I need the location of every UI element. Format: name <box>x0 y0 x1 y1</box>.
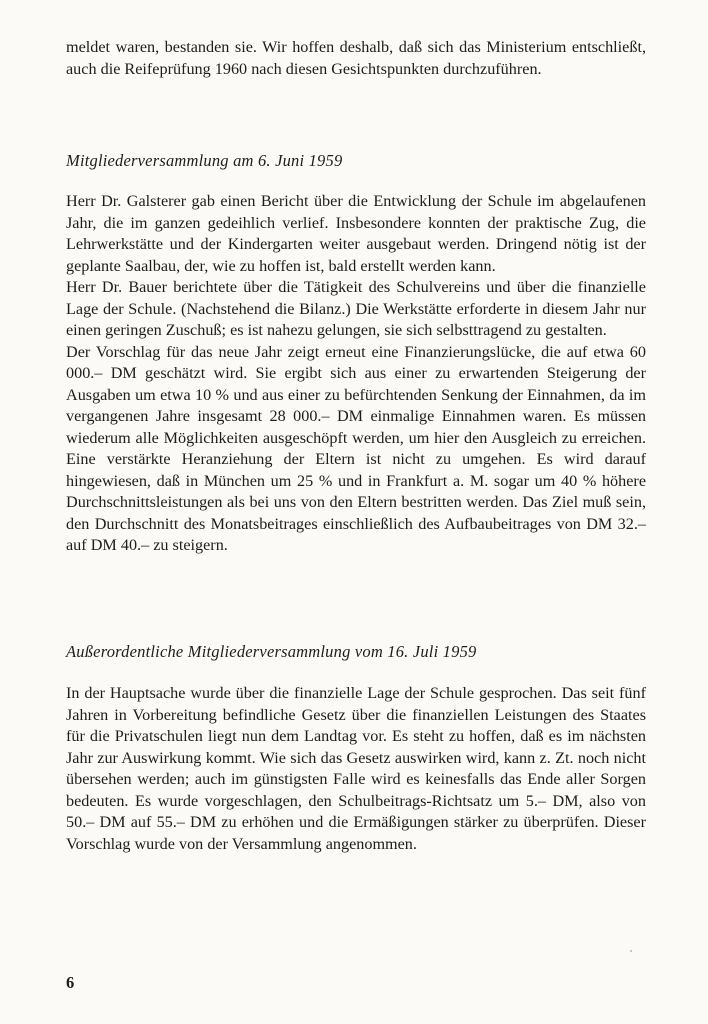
scan-speck <box>630 950 632 952</box>
section-1-paragraph: Der Vorschlag für das neue Jahr zeigt erneut eine Finanzierungslücke, die auf etwa 60 000.– DM geschätzt wird. Sie ergibt sich aus einer zu erwartenden Steigerung der Ausgaben um etwa 10 % und aus einer zu befürchtenden Senkung der Einnahmen, da im vergangenen Jahre insgesamt 28 000.– DM einmalige Einnahmen waren. Es müssen wiederum alle Möglichkeiten ausgeschöpft werden, um hier den Ausgleich zu erreichen. Eine verstärkte Heranziehung der Eltern ist nicht zu umgehen. Es wird darauf hingewiesen, daß in München um 25 % und in Frankfurt a. M. sogar um 40 % höhere Durchschnittsleistungen als bei uns von den Eltern bestritten werden. Das Ziel muß sein, den Durchschnitt des Monatsbeitrages einschließlich des Aufbaubeitrages von DM 32.– auf DM 40.– zu steigern. <box>66 342 646 554</box>
intro-paragraph-block <box>66 37 646 80</box>
page-number: 6 <box>66 973 75 992</box>
section-heading-extraordinary-meeting: Außerordentliche Mitgliederversammlung vom 16. Juli 1959 <box>66 642 477 661</box>
section-1-body <box>66 171 646 557</box>
section-heading-general-meeting: Mitgliederversammlung am 6. Juni 1959 <box>66 151 343 170</box>
section-2-paragraph: In der Hauptsache wurde über die finanzielle Lage der Schule gesprochen. Das seit fünf Jahren in Vorbereitung befindliche Gesetz über die finanziellen Leistungen des Staates für die Privatschulen liegt nun dem Landtag vor. Es steht zu hoffen, daß es im nächsten Jahr zur Auswirkung kommt. Wie sich das Gesetz auswirken wird, kann z. Zt. noch nicht übersehen werden; auch im günstigsten Falle wird es keinesfalls das Ende aller Sorgen bedeuten. Es wurde vorgeschlagen, den Schulbeitrags-Richtsatz um 5.– DM, also von 50.– DM auf 55.– DM zu erhöhen und die Ermäßigungen stärker zu überprüfen. Dieser Vorschlag wurde von der Versammlung angenommen. <box>66 684 646 853</box>
section-2-body <box>66 683 646 855</box>
section-1-paragraph: Herr Dr. Galsterer gab einen Bericht über die Entwicklung der Schule im abgelaufenen Jahr, die im ganzen gedeihlich verlief. Insbesondere konnten der praktische Zug, die Lehrwerkstätte und der Kindergarten weiter ausgebaut werden. Dringend nötig ist der geplante Saalbau, der, wie zu hoffen ist, bald erstellt werden kann. <box>66 192 646 275</box>
section-1-paragraph: Herr Dr. Bauer berichtete über die Tätigkeit des Schulvereins und über die finanzielle Lage der Schule. (Nachstehend die Bilanz.) Die Werkstätte erforderte in diesem Jahr nur einen geringen Zuschuß; es ist nahezu gelungen, sie sich selbsttragend zu gestalten. <box>66 278 646 339</box>
intro-paragraph: meldet waren, bestanden sie. Wir hoffen deshalb, daß sich das Ministerium entschließt, auch die Reifeprüfung 1960 nach diesen Gesichtspunkten durchzuführen. <box>66 38 646 78</box>
